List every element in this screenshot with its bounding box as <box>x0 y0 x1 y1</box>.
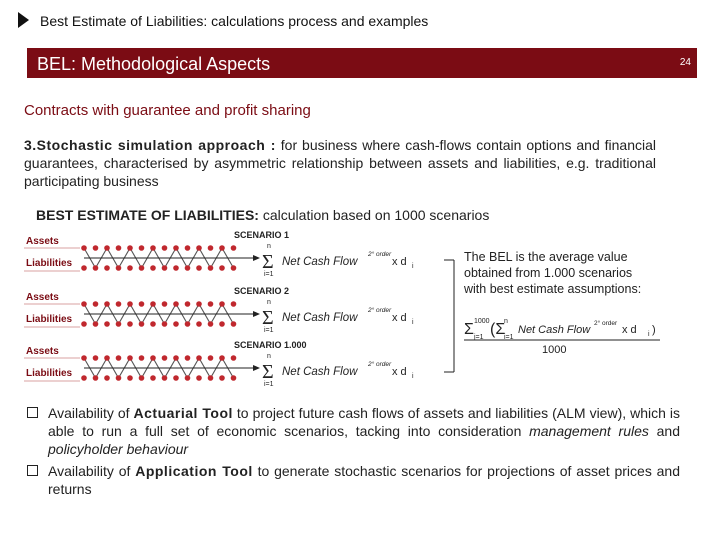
asset-dot <box>173 301 179 307</box>
liability-dot <box>231 321 237 327</box>
asset-dot <box>208 245 214 251</box>
liability-dot <box>162 321 168 327</box>
asset-dot <box>162 355 168 361</box>
asset-dot <box>150 355 156 361</box>
section-banner <box>27 48 697 78</box>
asset-dot <box>173 245 179 251</box>
asset-dot <box>150 301 156 307</box>
liability-dot <box>116 375 122 381</box>
bullet-list <box>24 404 680 502</box>
liability-dot <box>93 375 99 381</box>
liability-dot <box>104 321 110 327</box>
liability-dot <box>81 321 87 327</box>
svg-text:i=1: i=1 <box>264 271 274 278</box>
svg-text:2° order: 2° order <box>368 307 392 314</box>
scenario-block <box>24 286 414 334</box>
liability-dot <box>185 265 191 271</box>
liability-dot <box>231 375 237 381</box>
scenario-label: SCENARIO 2 <box>234 286 290 296</box>
liability-dot <box>104 375 110 381</box>
liability-dot <box>150 321 156 327</box>
bullet-actuarial-tool: Availability of Actuarial Tool to project future cash flows of assets and liabilities (ALM view), which is able to run a full set of economic scenarios, tacking into consideration management rules and policyholder behaviour <box>24 404 680 458</box>
liability-dot <box>219 321 225 327</box>
svg-text:x d: x d <box>392 256 407 268</box>
liability-dot <box>139 375 145 381</box>
svg-text:i: i <box>412 263 414 270</box>
asset-dot <box>139 301 145 307</box>
liability-dot <box>81 375 87 381</box>
liabilities-label: Liabilities <box>26 258 73 269</box>
svg-text:x d: x d <box>622 324 637 336</box>
banner-title: BEL: Methodological Aspects <box>37 54 271 74</box>
svg-text:x d: x d <box>392 312 407 324</box>
net-cash-flow-formula: Net Cash Flow <box>282 256 358 268</box>
svg-text:1000: 1000 <box>474 318 490 325</box>
svg-text:i=1: i=1 <box>264 381 274 388</box>
liability-dot <box>127 265 133 271</box>
liability-dot <box>127 321 133 327</box>
asset-dot <box>208 301 214 307</box>
asset-dot <box>81 245 87 251</box>
liability-dot <box>93 321 99 327</box>
svg-text:2° order: 2° order <box>594 320 618 327</box>
liability-dot <box>208 375 214 381</box>
liabilities-label: Liabilities <box>26 314 73 325</box>
asset-dot <box>139 245 145 251</box>
scenario-block <box>24 340 414 388</box>
asset-dot <box>93 355 99 361</box>
svg-text:): ) <box>652 324 656 336</box>
liability-dot <box>139 265 145 271</box>
asset-dot <box>93 245 99 251</box>
liability-dot <box>196 321 202 327</box>
svg-text:i: i <box>648 331 650 338</box>
liability-dot <box>173 375 179 381</box>
liability-dot <box>196 375 202 381</box>
svg-text:i=1: i=1 <box>504 334 514 341</box>
asset-dot <box>127 245 133 251</box>
scenario-figure <box>24 202 664 396</box>
liability-dot <box>219 375 225 381</box>
approach-paragraph <box>24 136 656 190</box>
asset-dot <box>162 245 168 251</box>
asset-dot <box>231 301 237 307</box>
net-cash-flow-formula: Net Cash Flow <box>282 366 358 378</box>
asset-dot <box>219 301 225 307</box>
asset-dot <box>196 355 202 361</box>
asset-dot <box>127 355 133 361</box>
asset-dot <box>81 355 87 361</box>
slide-header-title: Best Estimate of Liabilities: calculations process and examples <box>40 13 429 29</box>
svg-text:2° order: 2° order <box>368 251 392 258</box>
average-formula <box>464 318 660 356</box>
liabilities-label: Liabilities <box>26 368 73 379</box>
liability-dot <box>150 265 156 271</box>
liability-dot <box>81 265 87 271</box>
svg-text:Σ: Σ <box>262 361 274 383</box>
asset-dot <box>162 301 168 307</box>
asset-dot <box>116 245 122 251</box>
liability-dot <box>231 265 237 271</box>
liability-dot <box>162 375 168 381</box>
asset-dot <box>208 355 214 361</box>
net-cash-flow-formula: Net Cash Flow <box>282 312 358 324</box>
section-subtitle: Contracts with guarantee and profit sharing <box>24 102 311 119</box>
asset-dot <box>104 245 110 251</box>
liability-dot <box>208 265 214 271</box>
svg-text:n: n <box>267 353 271 360</box>
asset-dot <box>173 355 179 361</box>
liability-dot <box>150 375 156 381</box>
bullet-application-tool: Availability of Application Tool to generate stochastic scenarios for projections of asset prices and returns <box>24 462 680 498</box>
asset-dot <box>185 301 191 307</box>
asset-dot <box>231 245 237 251</box>
liability-dot <box>93 265 99 271</box>
svg-text:i: i <box>412 319 414 326</box>
svg-text:n: n <box>267 299 271 306</box>
svg-text:i: i <box>412 373 414 380</box>
liability-dot <box>116 321 122 327</box>
scenario-label: SCENARIO 1 <box>234 230 290 240</box>
assets-label: Assets <box>26 292 59 303</box>
asset-dot <box>116 301 122 307</box>
asset-dot <box>127 301 133 307</box>
svg-text:Σ: Σ <box>262 251 274 273</box>
svg-text:Σ: Σ <box>464 321 474 338</box>
scenario-block <box>24 230 414 278</box>
svg-text:2° order: 2° order <box>368 361 392 368</box>
approach-text: for business where cash-flows contain options and financial guarantees, characterised by asymmetric relationship between assets and liabilities, e.g. traditional participating business <box>24 137 657 189</box>
figure-title: BEST ESTIMATE OF LIABILITIES: calculation based on 1000 scenarios <box>36 207 490 223</box>
svg-text:n: n <box>504 318 508 325</box>
asset-dot <box>139 355 145 361</box>
liability-dot <box>219 265 225 271</box>
asset-dot <box>150 245 156 251</box>
asset-dot <box>219 245 225 251</box>
liability-dot <box>127 375 133 381</box>
asset-dot <box>93 301 99 307</box>
liability-dot <box>104 265 110 271</box>
assets-label: Assets <box>26 236 59 247</box>
svg-text:Net Cash Flow: Net Cash Flow <box>518 324 591 336</box>
asset-dot <box>231 355 237 361</box>
liability-dot <box>173 265 179 271</box>
asset-dot <box>81 301 87 307</box>
liability-dot <box>162 265 168 271</box>
asset-dot <box>185 355 191 361</box>
asset-dot <box>104 301 110 307</box>
asset-dot <box>116 355 122 361</box>
asset-dot <box>196 245 202 251</box>
liability-dot <box>208 321 214 327</box>
approach-title: 3.Stochastic simulation approach : <box>24 137 276 153</box>
page-number: 24 <box>679 57 691 68</box>
asset-dot <box>185 245 191 251</box>
title-arrow-icon <box>18 12 29 28</box>
svg-text:Σ: Σ <box>262 307 274 329</box>
scenario-bracket <box>444 260 454 372</box>
checkbox-bullet-icon <box>27 465 38 476</box>
scenario-label: SCENARIO 1.000 <box>234 340 307 350</box>
liability-dot <box>139 321 145 327</box>
svg-text:x d: x d <box>392 366 407 378</box>
assets-label: Assets <box>26 346 59 357</box>
liability-dot <box>185 321 191 327</box>
asset-dot <box>196 301 202 307</box>
checkbox-bullet-icon <box>27 407 38 418</box>
svg-text:1000: 1000 <box>542 344 567 356</box>
liability-dot <box>173 321 179 327</box>
svg-text:j=1: j=1 <box>474 334 484 341</box>
liability-dot <box>196 265 202 271</box>
liability-dot <box>116 265 122 271</box>
bel-description: The BEL is the average value obtained from 1.000 scenarios with best estimate assumptions: <box>464 250 642 296</box>
svg-text:(Σ: (Σ <box>490 321 506 338</box>
svg-text:n: n <box>267 243 271 250</box>
liability-dot <box>185 375 191 381</box>
svg-text:i=1: i=1 <box>264 327 274 334</box>
asset-dot <box>219 355 225 361</box>
asset-dot <box>104 355 110 361</box>
